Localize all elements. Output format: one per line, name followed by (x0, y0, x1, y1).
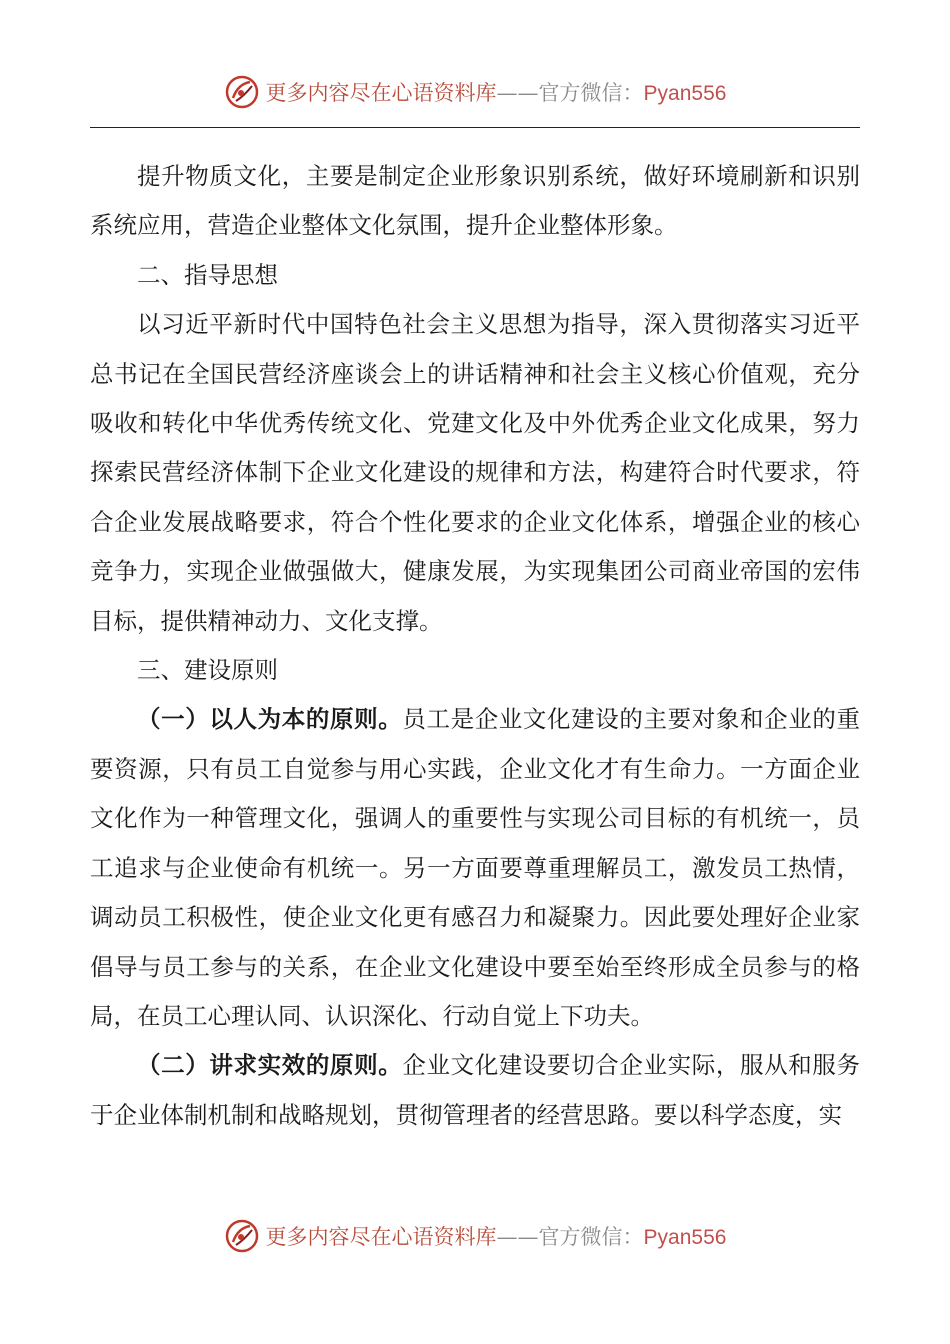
footer-wechat-label: 官方微信： (538, 1225, 644, 1249)
paragraph-principle-effectiveness (90, 1041, 860, 1140)
logo-icon (224, 1218, 260, 1254)
paragraph-material-culture: 提升物质文化，主要是制定企业形象识别系统，做好环境刷新和识别系统应用，营造企业整体文化氛围，提升企业整体形象。 (90, 162, 860, 240)
header-banner-text (266, 77, 727, 107)
header-banner (0, 70, 950, 114)
logo-icon (224, 74, 260, 110)
document-body (90, 152, 860, 1140)
footer-banner-text (266, 1221, 727, 1251)
principle-people-title: （一）以人为本的原则。 (137, 705, 403, 734)
principle-effectiveness-text: 企业文化建设要切合企业实际，服从和服务于企业体制机制和战略规划，贯彻管理者的经营思路。要以科学态度，实 (90, 1051, 861, 1129)
footer-banner (0, 1214, 950, 1258)
heading-construction-principles: 三、建设原则 (137, 656, 278, 685)
footer-separator: —— (496, 1225, 539, 1249)
principle-people-text: 员工是企业文化建设的主要对象和企业的重要资源，只有员工自觉参与用心实践，企业文化才有生命力。一方面企业文化作为一种管理文化，强调人的重要性与实现公司目标的有机统一，员工追求与企业使命有机统一。另一方面要尊重理解员工，激发员工热情，调动员工积极性，使企业文化更有感召力和凝聚力。因此要处理好企业家倡导与员工参与的关系，在企业文化建设中要至始至终形成全员参与的格局，在员工心理认同、认识深化、行动自觉上下功夫。 (90, 705, 861, 1030)
header-separator: —— (496, 81, 539, 105)
paragraph-guiding-ideology: 以习近平新时代中国特色社会主义思想为指导，深入贯彻落实习近平总书记在全国民营经济座谈会上的讲话精神和社会主义核心价值观，充分吸收和转化中华优秀传统文化、党建文化及中外优秀企业文化成果，努力探索民营经济体制下企业文化建设的规律和方法，构建符合时代要求，符合企业发展战略要求，符合个性化要求的企业文化体系，增强企业的核心竞争力，实现企业做强做大，健康发展，为实现集团公司商业帝国的宏伟目标，提供精神动力、文化支撑。 (90, 310, 860, 635)
header-wechat-id: Pyan556 (643, 82, 727, 105)
header-wechat-label: 官方微信： (538, 81, 644, 105)
header-divider (90, 127, 860, 128)
paragraph-principle-people (90, 695, 860, 1041)
heading-guiding-ideology: 二、指导思想 (137, 260, 278, 289)
principle-effectiveness-title: （二）讲求实效的原则。 (137, 1051, 403, 1080)
header-site-name: 更多内容尽在心语资料库 (265, 81, 497, 105)
footer-wechat-id: Pyan556 (643, 1226, 727, 1249)
footer-site-name: 更多内容尽在心语资料库 (265, 1225, 497, 1249)
